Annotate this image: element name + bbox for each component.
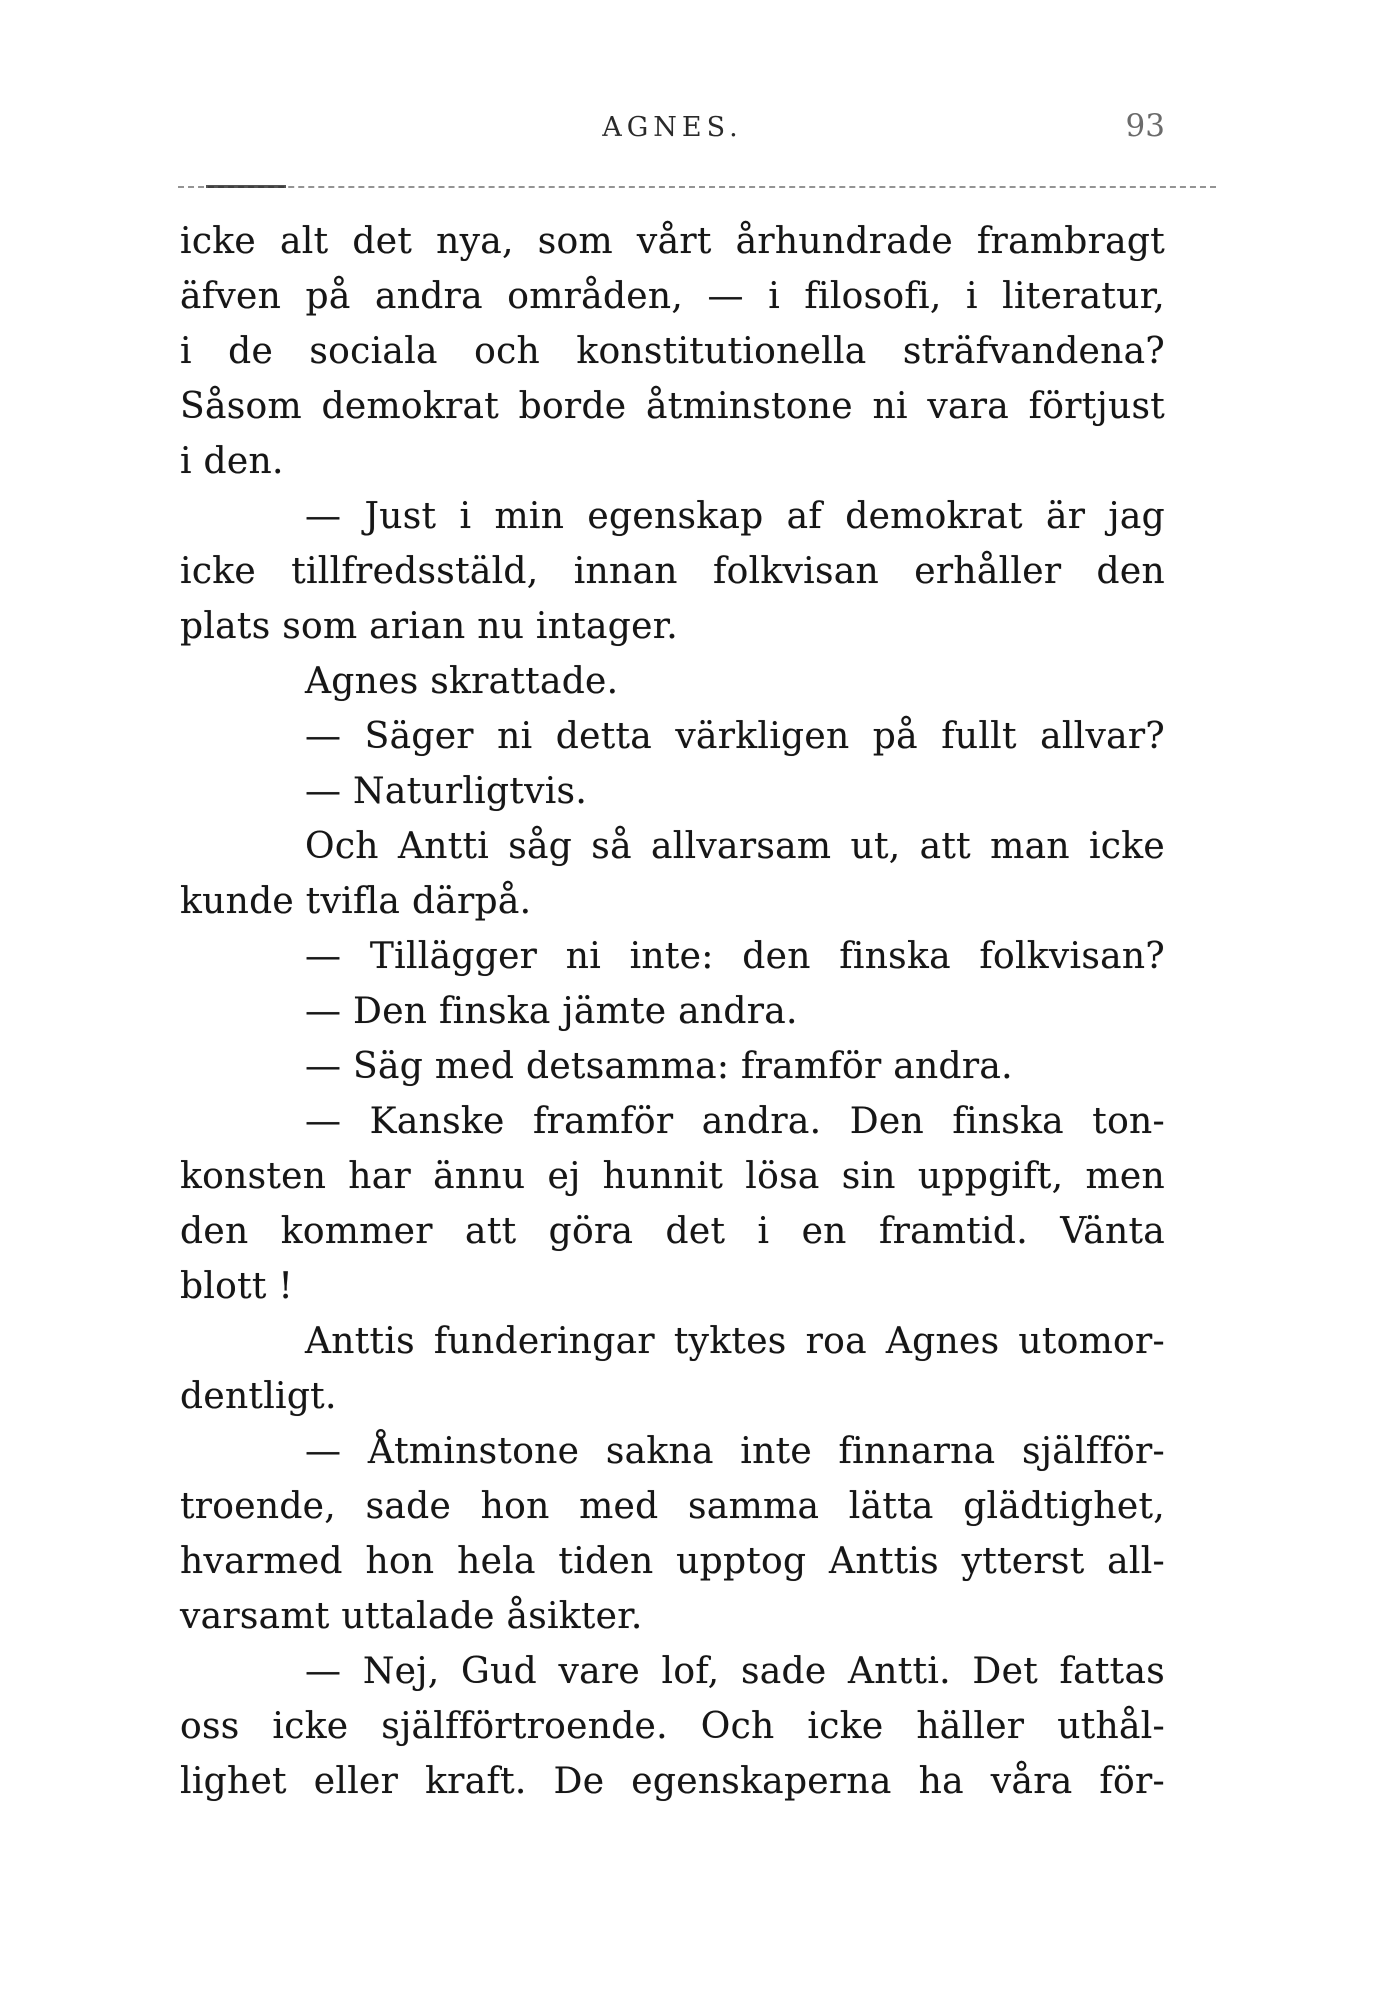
paragraph (180, 1644, 1165, 1809)
text-line: icke tillfredsstäld, innan folkvisan erhåller den (180, 551, 1165, 592)
paragraph (180, 929, 1165, 984)
text-line: Och Antti såg så allvarsam ut, att man icke (305, 826, 1165, 867)
text-line: — Säger ni detta värkligen på fullt allvar? (305, 716, 1165, 757)
text-line: kunde tvifla därpå. (180, 881, 532, 922)
running-title: AGNES. (602, 112, 743, 143)
text-line: Såsom demokrat borde åtminstone ni vara förtjust (180, 386, 1165, 427)
text-line: — Kanske framför andra. Den finska ton- (305, 1101, 1165, 1142)
text-line: dentligt. (180, 1376, 337, 1417)
paragraph (180, 819, 1165, 929)
text-line: plats som arian nu intager. (180, 606, 679, 647)
paragraph (180, 1039, 1165, 1094)
paragraph (180, 1314, 1165, 1424)
text-line: Agnes skrattade. (305, 661, 619, 702)
text-line: troende, sade hon med samma lätta glädtighet, (180, 1486, 1165, 1527)
text-line: äfven på andra områden, — i filosofi, i literatur, (180, 276, 1165, 317)
text-line: icke alt det nya, som vårt århundrade frambragt (180, 221, 1165, 262)
text-line: oss icke själfförtroende. Och icke häller uthål- (180, 1706, 1165, 1747)
text-line: — Naturligtvis. (305, 771, 588, 812)
text-line: blott ! (180, 1266, 294, 1307)
text-line: — Säg med detsamma: framför andra. (305, 1046, 1013, 1087)
paragraph (180, 489, 1165, 654)
paragraph (180, 214, 1165, 489)
paragraph (180, 709, 1165, 764)
text-line: i den. (180, 441, 284, 482)
paragraph (180, 654, 1165, 709)
text-line: — Åtminstone sakna inte finnarna själfför- (305, 1431, 1165, 1472)
text-block (180, 214, 1165, 1809)
page-number: 93 (1125, 108, 1165, 144)
text-line: Anttis funderingar tyktes roa Agnes utomor- (305, 1321, 1165, 1362)
paragraph (180, 1094, 1165, 1314)
paragraph (180, 764, 1165, 819)
text-line: — Nej, Gud vare lof, sade Antti. Det fattas (305, 1651, 1165, 1692)
text-line: den kommer att göra det i en framtid. Vänta (180, 1211, 1165, 1252)
header-rule (178, 186, 1216, 188)
text-line: hvarmed hon hela tiden upptog Anttis ytterst all- (180, 1541, 1165, 1582)
text-line: — Den finska jämte andra. (305, 991, 798, 1032)
rule-dash (206, 185, 286, 188)
text-line: — Just i min egenskap af demokrat är jag (305, 496, 1165, 537)
text-line: varsamt uttalade åsikter. (180, 1596, 643, 1637)
paragraph (180, 984, 1165, 1039)
text-line: — Tillägger ni inte: den finska folkvisan? (305, 936, 1165, 977)
text-line: lighet eller kraft. De egenskaperna ha våra för- (180, 1761, 1165, 1802)
text-line: i de sociala och konstitutionella sträfvandena? (180, 331, 1165, 372)
paragraph (180, 1424, 1165, 1644)
text-line: konsten har ännu ej hunnit lösa sin uppgift, men (180, 1156, 1165, 1197)
